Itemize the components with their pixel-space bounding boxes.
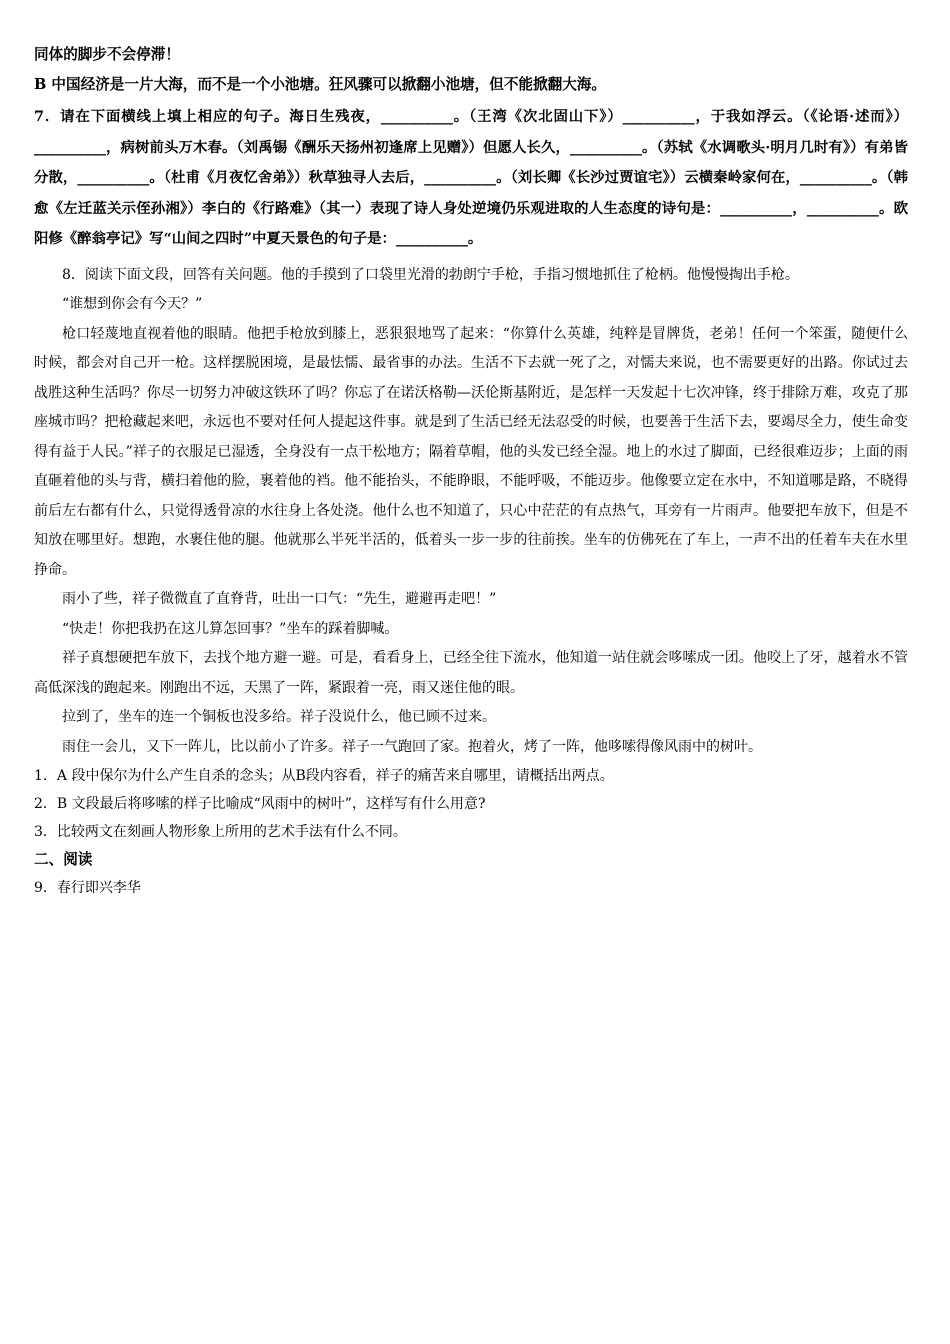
top-line-1: 同体的脚步不会停滞！ xyxy=(34,46,180,63)
top-line-2: B 中国经济是一片大海，而不是一个小池塘。狂风骤可以掀翻小池塘，但不能掀翻大海。 xyxy=(34,76,606,93)
question-8-paragraph: “快走！你把我扔在这儿算怎回事？”坐车的踩着脚喊。 xyxy=(62,620,399,637)
question-8-lead: 8．阅读下面文段，回答有关问题。他的手摸到了口袋里光滑的勃朗宁手枪，手指习惯地抓住了枪柄。他慢慢掏出手枪。 xyxy=(62,266,799,283)
question-8-paragraph: 雨小了些，祥子微微直了直脊背，吐出一口气：“先生，避避再走吧！” xyxy=(62,591,497,607)
sub-question-2: 2．B 文段最后将哆嗦的样子比喻成“风雨中的树叶”，这样写有什么用意? xyxy=(34,796,486,812)
question-8-paragraph: 枪口轻蔑地直视着他的眼睛。他把手枪放到膝上，恶狠狠地骂了起来：“你算什么英雄，纯粹是冒牌货，老弟！任何一个笨蛋，随便什么时候，都会对自己开一枪。这样摆脱困境，是最怯懦、最省事的办法。生活不下去就一死了之，对懦夫来说，也不需要更好的出路。你试过去战胜这种生活吗？你尽一切努力冲破这铁环了吗？你忘了在诺沃格勒—沃伦斯基附近，是怎样一天发起十七次冲锋，终于排除万难，攻克了那座城市吗？把枪藏起来吧，永远也不要对任何人提起这件事。就是到了生活已经无法忍受的时候，也要善于生活下去，要竭尽全力，使生命变得有益于人民。”祥子的衣服足已湿透，全身没有一点干松地方；隔着草帽，他的头发已经全湿。地上的水过了脚面，已经很难迈步；上面的雨直砸着他的头与背，横扫着他的脸，裹着他的裆。他不能抬头，不能睁眼，不能呼吸，不能迈步。他像要立定在水中，不知道哪是路，不晓得前后左右都有什么，只觉得透骨凉的水往身上各处浇。他什么也不知道了，只心中茫茫的有点热气，耳旁有一片雨声。他要把车放下，但是不知放在哪里好。想跑，水裹住他的腿。他就那么半死半活的，低着头一步一步的往前挨。坐车的仿佛死在了车上，一声不出的任着车夫在水里挣命。 xyxy=(34,325,908,578)
sub-question-1: 1．A 段中保尔为什么产生自杀的念头；从B段内容看，祥子的痛苦来自哪里，请概括出两点。 xyxy=(34,768,614,784)
question-7-number: 7． xyxy=(34,108,61,125)
question-7-text: 请在下面横线上填上相应的句子。海日生残夜，__________。（王湾《次北固山下》）__________，于我如浮云。（《论语·述而》）__________，病树前头万木春。（刘禹锡《酬乐天扬州初逢席上见赠》）但愿人长久，__________。（苏轼《水调歌头·明月几时有》）有弟皆分散，__________。（杜甫《月夜忆舍弟》）秋草独寻人去后，__________。（刘长卿《长沙过贾谊宅》）云横秦岭家何在，__________。（韩愈《左迁蓝关示侄孙湘》）李白的《行路难》（其一）表现了诗人身处逆境仍乐观进取的人生态度的诗句是：__________，__________。欧阳修《醉翁亭记》写“山间之四时”中夏天景色的句子是：__________。 xyxy=(34,108,908,247)
question-7 xyxy=(34,102,908,255)
question-8-paragraph: 拉到了，坐车的连一个铜板也没多给。祥子没说什么，他已顾不过来。 xyxy=(62,709,496,725)
sub-question-3: 3．比较两文在刻画人物形象上所用的艺术手法有什么不同。 xyxy=(34,824,407,840)
question-8-paragraph: “谁想到你会有今天？” xyxy=(62,296,203,312)
section-heading-2: 二、阅读 xyxy=(34,851,93,868)
question-9: 9．春行即兴李华 xyxy=(34,880,141,896)
question-8-paragraph: 祥子真想硬把车放下，去找个地方避一避。可是，看看身上，已经全往下流水，他知道一站住就会哆嗦成一团。他咬上了牙，越着水不管高低深浅的跑起来。刚跑出不远，天黑了一阵，紧跟着一亮，雨又迷住他的眼。 xyxy=(34,650,908,696)
question-8-paragraph: 雨住一会儿，又下一阵儿，比以前小了许多。祥子一气跑回了家。抱着火，烤了一阵，他哆嗦得像风雨中的树叶。 xyxy=(62,738,762,755)
